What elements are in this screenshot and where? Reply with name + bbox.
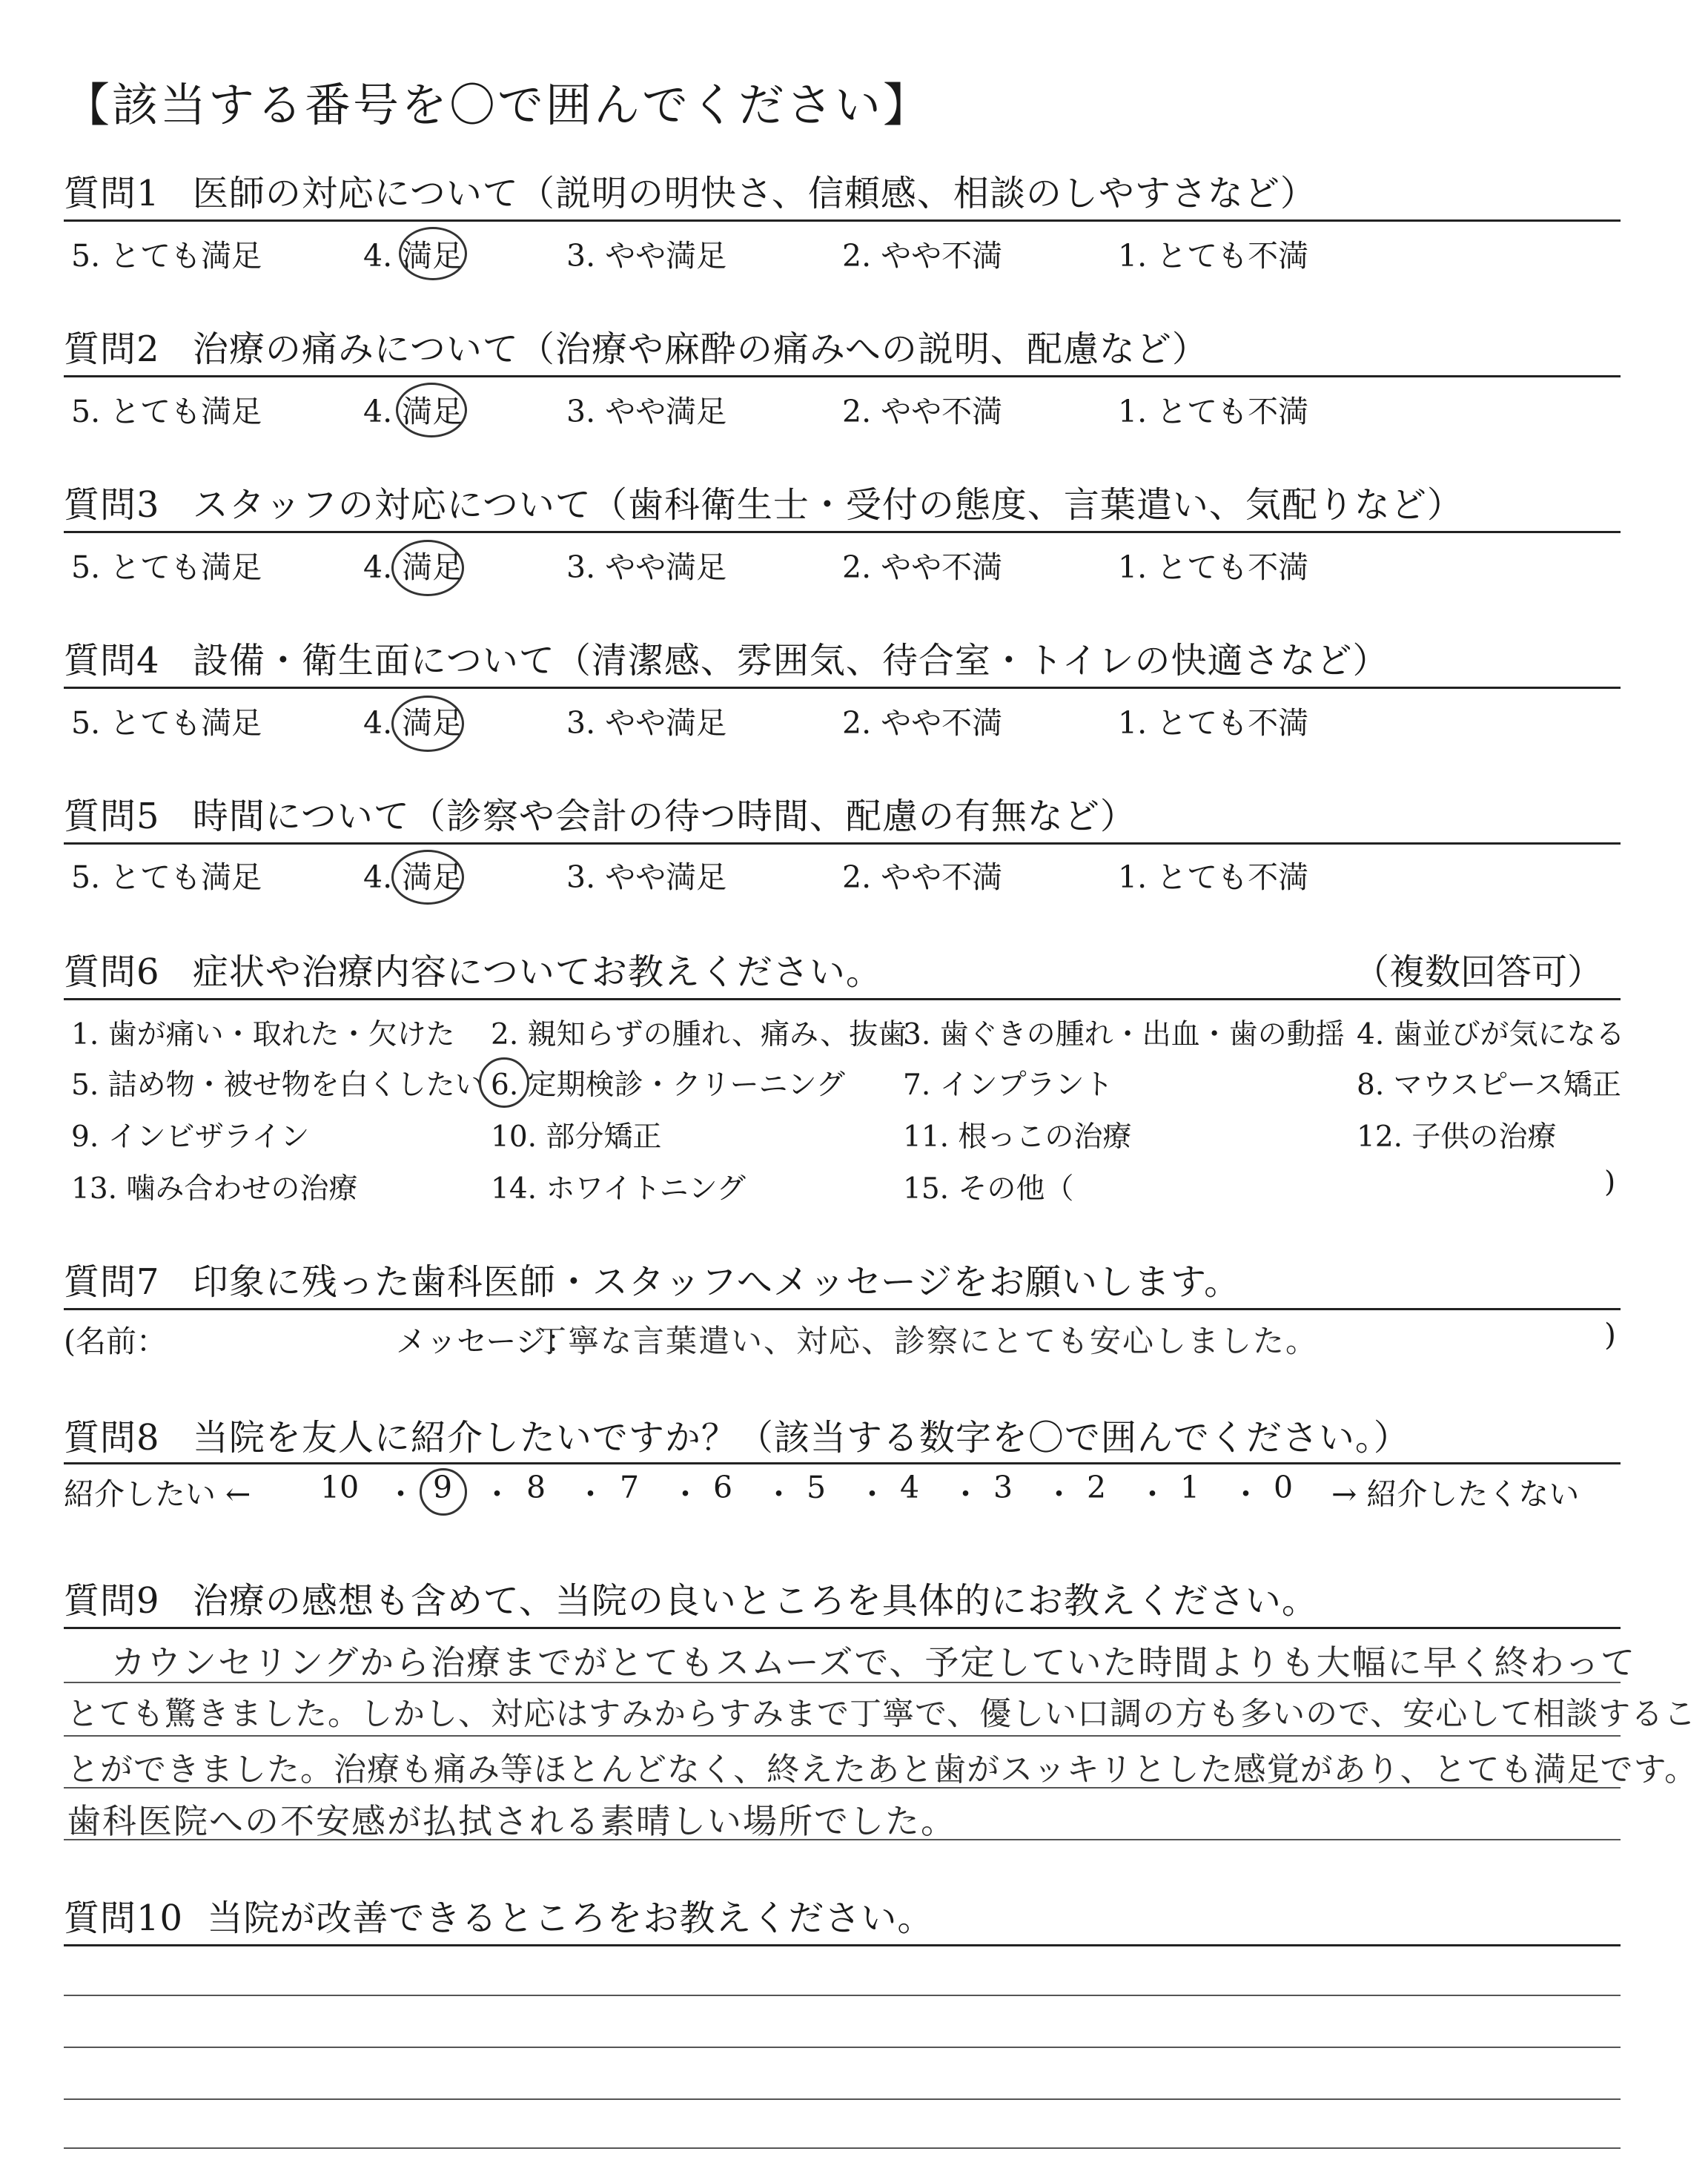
option-5[interactable]: 5. とても満足 [71, 238, 262, 274]
q6-option-4[interactable]: 4. 歯並びが気になる [1357, 1018, 1625, 1051]
question-text: スタッフの対応について（歯科衛生士・受付の態度、言葉遣い、気配りなど） [192, 484, 1463, 526]
option-1[interactable]: 1. とても不満 [1118, 238, 1309, 274]
q6-option-8[interactable]: 8. マウスピース矯正 [1357, 1069, 1621, 1102]
option-4[interactable]: 4. 満足 [363, 394, 463, 429]
question-number: 質問2 [64, 328, 160, 370]
divider [64, 1308, 1621, 1310]
scale-10[interactable]: 10 [320, 1470, 360, 1505]
q6-option-6[interactable]: 6. 定期検診・クリーニング [491, 1069, 845, 1102]
closing-paren: ) [1604, 1166, 1616, 1199]
q6-option-15[interactable]: 15. その他（ [903, 1172, 1074, 1206]
scale-0[interactable]: 0 [1274, 1470, 1294, 1505]
message-answer[interactable]: 丁寧な言葉遣い、対応、診察にとても安心しました。 [535, 1323, 1319, 1359]
divider [64, 1462, 1621, 1464]
scale-dot: ・ [575, 1476, 606, 1512]
divider [64, 842, 1621, 845]
question-text: 当院を友人に紹介したいですか？（該当する数字を〇で囲んでください。） [192, 1417, 1410, 1459]
scale-dot: ・ [385, 1476, 416, 1512]
q6-option-12[interactable]: 12. 子供の治療 [1357, 1120, 1557, 1154]
question-text: 医師の対応について（説明の明快さ、信頼感、相談のしやすさなど） [192, 173, 1317, 214]
scale-7[interactable]: 7 [620, 1470, 640, 1505]
scale-5[interactable]: 5 [807, 1470, 827, 1505]
question-text: 症状や治療内容についてお教えください。 [192, 951, 882, 993]
writing-line [64, 2047, 1621, 2048]
question-number: 質問5 [64, 796, 160, 837]
question-10-heading [64, 1889, 933, 1941]
divider [64, 219, 1621, 222]
q6-option-2[interactable]: 2. 親知らずの腫れ、痛み、抜歯 [491, 1018, 907, 1051]
page-title: 【該当する番号を〇で囲んでください】 [64, 78, 932, 132]
question-7-heading [64, 1253, 1240, 1304]
q6-option-9[interactable]: 9. インビザライン [71, 1120, 310, 1154]
message-label: メッセージ： [396, 1324, 577, 1359]
scale-dot: ・ [670, 1476, 701, 1512]
scale-6[interactable]: 6 [713, 1470, 733, 1505]
answer-line-3: とができました。治療も痛み等ほとんどなく、終えたあと歯がスッキリとした感覚があり、とても満足です。 [67, 1751, 1698, 1789]
scale-4[interactable]: 4 [900, 1470, 920, 1505]
option-3[interactable]: 3. やや満足 [566, 705, 727, 741]
selection-circle [399, 227, 467, 280]
scale-dot: ・ [482, 1476, 512, 1512]
selection-circle [420, 1468, 467, 1516]
option-5[interactable]: 5. とても満足 [71, 549, 262, 585]
scale-9[interactable]: 9 [433, 1470, 453, 1505]
answer-line-2: とても驚きました。しかし、対応はすみからすみまで丁寧で、優しい口調の方も多いので、安心して相談するこ [67, 1696, 1697, 1733]
option-2[interactable]: 2. やや不満 [842, 394, 1003, 429]
q6-option-11[interactable]: 11. 根っこの治療 [903, 1120, 1132, 1154]
scale-dot: ・ [764, 1476, 794, 1512]
option-4[interactable]: 4. 満足 [363, 238, 463, 274]
question-text: 設備・衛生面について（清潔感、雰囲気、待合室・トイレの快適さなど） [192, 640, 1389, 681]
question-text: 治療の痛みについて（治療や麻酔の痛みへの説明、配慮など） [192, 328, 1208, 370]
writing-line [64, 1787, 1621, 1789]
multiple-answers-note: （複数回答可） [1354, 951, 1603, 993]
question-number: 質問3 [64, 484, 160, 526]
question-3-heading [64, 476, 1463, 527]
option-4[interactable]: 4. 満足 [363, 859, 463, 895]
question-2-heading [64, 320, 1208, 371]
q6-option-1[interactable]: 1. 歯が痛い・取れた・欠けた [71, 1018, 455, 1051]
question-8-heading [64, 1409, 1410, 1460]
divider [64, 1627, 1621, 1629]
divider [64, 1944, 1621, 1946]
option-2[interactable]: 2. やや不満 [842, 549, 1003, 585]
writing-line [64, 1682, 1621, 1683]
scale-dot: ・ [857, 1476, 887, 1512]
writing-line [64, 1839, 1621, 1840]
scale-left-label: 紹介したい ← [64, 1476, 251, 1512]
question-number: 質問1 [64, 173, 160, 214]
scale-1[interactable]: 1 [1180, 1470, 1200, 1505]
scale-dot: ・ [1231, 1476, 1261, 1512]
option-4[interactable]: 4. 満足 [363, 549, 463, 585]
writing-line [64, 2098, 1621, 2100]
option-3[interactable]: 3. やや満足 [566, 549, 727, 585]
question-number: 質問8 [64, 1417, 160, 1459]
option-4[interactable]: 4. 満足 [363, 705, 463, 741]
option-2[interactable]: 2. やや不満 [842, 238, 1003, 274]
scale-dot: ・ [1137, 1476, 1168, 1512]
option-1[interactable]: 1. とても不満 [1118, 549, 1309, 585]
option-5[interactable]: 5. とても満足 [71, 394, 262, 429]
writing-line [64, 1995, 1621, 1996]
closing-paren: ) [1604, 1317, 1616, 1353]
selection-circle [479, 1057, 529, 1108]
name-label: (名前： [64, 1324, 167, 1359]
scale-3[interactable]: 3 [993, 1470, 1013, 1505]
divider [64, 687, 1621, 689]
option-2[interactable]: 2. やや不満 [842, 705, 1003, 741]
question-4-heading [64, 632, 1388, 683]
question-text: 当院が改善できるところをお教えください。 [207, 1898, 934, 1939]
scale-dot: ・ [950, 1476, 981, 1512]
option-3[interactable]: 3. やや満足 [566, 394, 727, 429]
answer-line-1: カウンセリングから治療までがとてもスムーズで、予定していた時間よりも大幅に早く終わって [111, 1642, 1637, 1682]
q6-option-14[interactable]: 14. ホワイトニング [491, 1172, 746, 1206]
selection-circle [396, 383, 467, 437]
option-5[interactable]: 5. とても満足 [71, 705, 262, 741]
option-2[interactable]: 2. やや不満 [842, 859, 1003, 895]
scale-right-label: → 紹介したくない [1331, 1476, 1580, 1512]
question-text: 治療の感想も含めて、当院の良いところを具体的にお教えください。 [192, 1580, 1318, 1622]
question-number: 質問9 [64, 1580, 160, 1622]
selection-circle [391, 696, 464, 752]
option-1[interactable]: 1. とても不満 [1118, 705, 1309, 741]
option-1[interactable]: 1. とても不満 [1118, 394, 1309, 429]
scale-8[interactable]: 8 [526, 1470, 546, 1505]
writing-line [64, 1735, 1621, 1737]
q6-option-5[interactable]: 5. 詰め物・被せ物を白くしたい [71, 1069, 484, 1102]
writing-line [64, 2147, 1621, 2149]
question-number: 質問10 [64, 1898, 184, 1939]
question-1-heading [64, 165, 1317, 216]
q6-option-13[interactable]: 13. 噛み合わせの治療 [71, 1172, 358, 1206]
divider [64, 531, 1621, 533]
question-5-heading [64, 787, 1136, 839]
divider [64, 375, 1621, 377]
q6-option-10[interactable]: 10. 部分矯正 [491, 1120, 662, 1154]
selection-circle [391, 540, 464, 596]
answer-line-4: 歯科医院への不安感が払拭される素晴しい場所でした。 [67, 1801, 956, 1841]
question-9-heading [64, 1572, 1318, 1623]
selection-circle [391, 850, 464, 905]
question-text: 印象に残った歯科医師・スタッフへメッセージをお願いします。 [192, 1261, 1241, 1303]
option-5[interactable]: 5. とても満足 [71, 859, 262, 895]
scale-dot: ・ [1044, 1476, 1074, 1512]
option-1[interactable]: 1. とても不満 [1118, 859, 1309, 895]
scale-2[interactable]: 2 [1087, 1470, 1107, 1505]
question-number: 質問6 [64, 951, 160, 993]
option-3[interactable]: 3. やや満足 [566, 859, 727, 895]
q6-option-3[interactable]: 3. 歯ぐきの腫れ・出血・歯の動揺 [903, 1018, 1345, 1051]
question-number: 質問7 [64, 1261, 160, 1303]
option-3[interactable]: 3. やや満足 [566, 238, 727, 274]
question-6-heading [64, 943, 882, 994]
q6-option-7[interactable]: 7. インプラント [903, 1069, 1113, 1102]
question-text: 時間について（診察や会計の待つ時間、配慮の有無など） [192, 796, 1136, 837]
question-number: 質問4 [64, 640, 160, 681]
divider [64, 998, 1621, 1000]
